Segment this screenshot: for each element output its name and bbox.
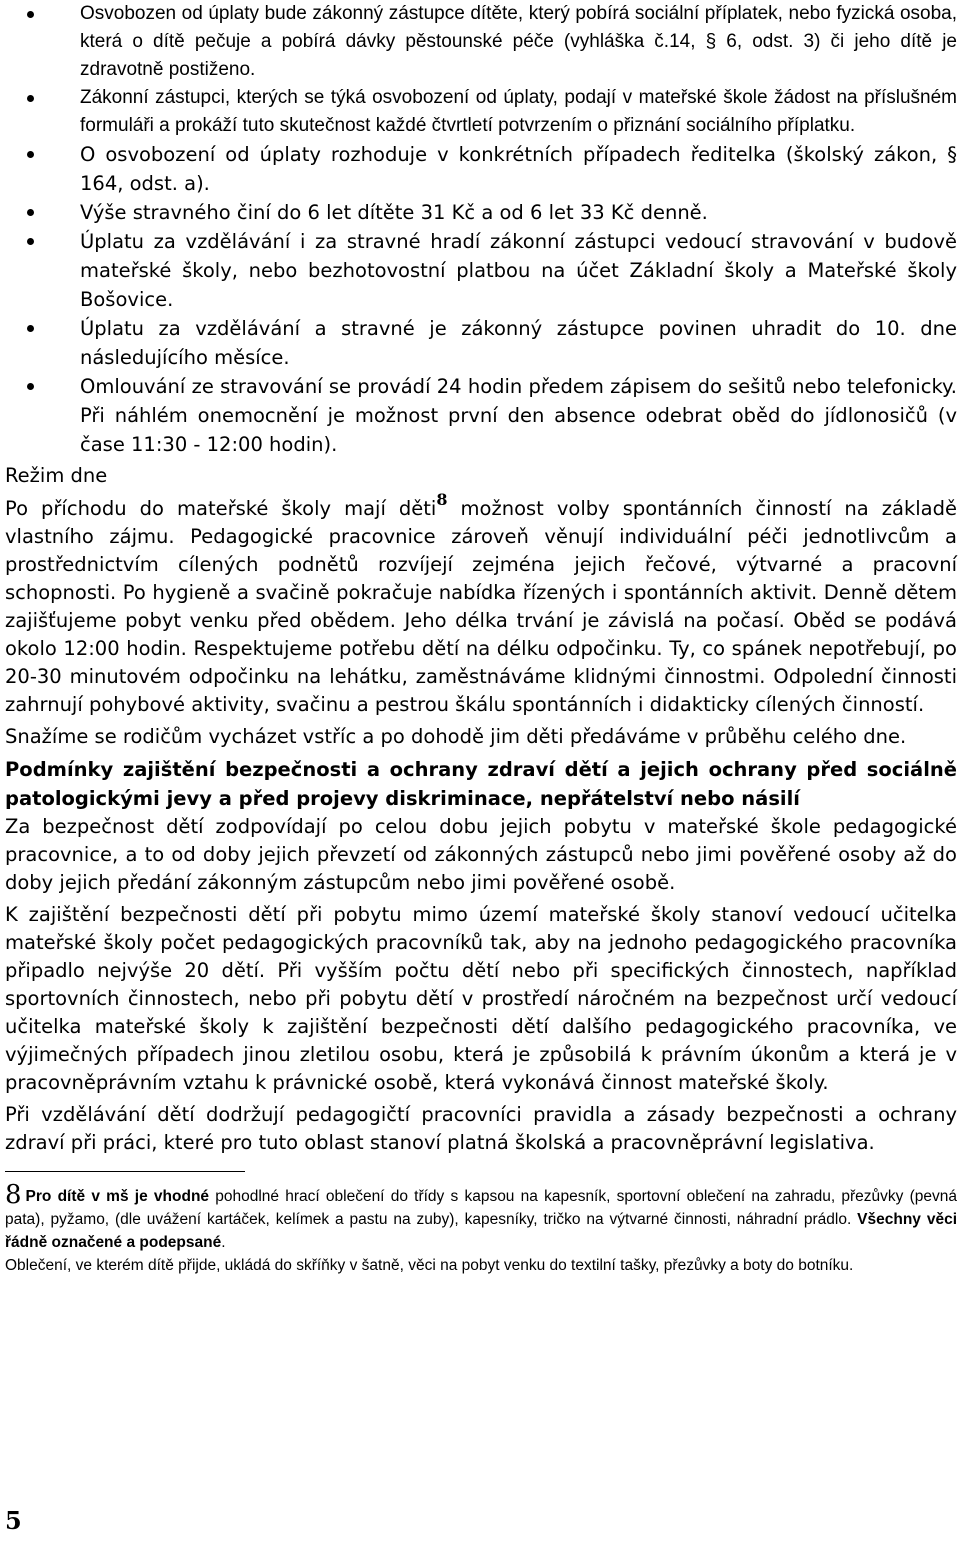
list-item — [5, 227, 957, 314]
list-item — [5, 0, 957, 84]
safety-paragraph-1: Za bezpečnost dětí zodpovídají po celou dobu jejich pobytu v mateřské škole pedagogické pracovnice, a to od doby jejich převzetí od zákonných zástupců nebo jimi pověřené osoby až do doby jejich předání zákonným zástupcům nebo jimi pověřené osobě. — [5, 815, 957, 894]
bullet-dot-icon — [27, 383, 34, 390]
section-heading-daily-routine: Režim dne — [5, 464, 108, 487]
list-item — [5, 84, 957, 140]
footnote — [5, 1180, 957, 1254]
list-item — [5, 314, 957, 372]
section-heading-safety: Podmínky zajištění bezpečnosti a ochrany zdraví dětí a jejich ochrany před sociálně patologickými jevy a před projevy diskriminace, nepřátelství nebo násilí — [5, 758, 957, 810]
list-item-text: Zákonní zástupci, kterých se týká osvobození od úplaty, podají v mateřské škole žádost na příslušném formuláři a prokáží tuto skutečnost každé čtvrtletí potvrzením o přiznání sociálního příplatku. — [80, 87, 957, 136]
daily-routine-paragraph-2: Snažíme se rodičům vycházet vstříc a po dohodě jim děti předáváme v průběhu celého dne. — [5, 725, 907, 748]
safety-paragraph-2: K zajištění bezpečnosti dětí při pobytu mimo území mateřské školy stanoví vedoucí učitelka mateřské školy počet pedagogických pracovníků tak, aby na jednoho pedagogického pracovníka připadlo nejvýše 20 dětí. Při vyšším počtu dětí nebo při specifických činnostech, například sportovních činnostech, nebo při pobytu dětí v prostředí náročném na bezpečnost určí vedoucí učitelka mateřské školy k zajištění bezpečnosti dětí dalšího pedagogického pracovníka, ve výjimečných případech jinou zletilou osobu, která je způsobilá k právním úkonům a která je v pracovněprávním vztahu k právnické osobě, která vykonává činnost mateřské školy. — [5, 903, 957, 1094]
bullet-dot-icon — [27, 238, 34, 245]
footnote-number: 8 — [5, 1180, 22, 1210]
footnote-bold-text: Všechny věci řádně označené a podepsané — [5, 1211, 957, 1251]
list-item — [5, 140, 957, 198]
footnote-separator — [5, 1171, 245, 1172]
bullet-dot-icon — [27, 325, 34, 332]
list-item — [5, 198, 957, 227]
paragraph-text: možnost volby spontánních činností na základě vlastního zájmu. Pedagogické pracovnice zároveň věnují individuální péči jednotlivcům a prostřednictvím cílených podnětů rozvíjejí zejména jejich řečové, výtvarné a pracovní schopnosti. Po hygieně a svačině pokračuje nabídka řízených i spontánních aktivit. Denně dětem zajišťujeme pobyt venku před obědem. Jeho délka trvání je závislá na počasí. Oběd se podává okolo 12:00 hodin. Respektujeme potřebu dětí na délku odpočinku. Ty, co spánek nepotřebují, po 20-30 minutovém odpočinku na lehátku, zaměstnáváme klidnými činnostmi. Odpolední činnosti zahrnují pohybové aktivity, svačinu a pestrou škálu spontánních i didakticky cílených činností. — [5, 497, 957, 716]
list-item — [5, 372, 957, 459]
daily-routine-paragraph — [5, 490, 957, 719]
bullet-dot-icon — [27, 95, 34, 102]
paragraph-text: Po příchodu do mateřské školy mají děti — [5, 497, 437, 520]
footnote-text: . — [221, 1234, 226, 1251]
list-item-text: O osvobození od úplaty rozhoduje v konkrétních případech ředitelka (školský zákon, § 164, odst. a). — [80, 143, 957, 195]
list-item-text: Úplatu za vzdělávání a stravné je zákonný zástupce povinen uhradit do 10. dne následujícího měsíce. — [80, 317, 957, 369]
page-number: 5 — [5, 1506, 22, 1535]
list-item-text: Úplatu za vzdělávání i za stravné hradí zákonní zástupci vedoucí stravování v budově mateřské školy, nebo bezhotovostní platbou na účet Základní školy a Mateřské školy Bošovice. — [80, 230, 957, 311]
footnote-bold-text: Pro dítě v mš je vhodné — [25, 1188, 210, 1205]
list-item-text: Osvobozen od úplaty bude zákonný zástupce dítěte, který pobírá sociální příplatek, nebo fyzická osoba, která o dítě pečuje a pobírá dávky pěstounské péče (vyhláška č.14, § 6, odst. 3) či jeho dítě je zdravotně postiženo. — [80, 3, 957, 80]
document-page — [5, 0, 957, 1277]
footnote-reference[interactable]: 8 — [436, 490, 448, 509]
footnote-text: pohodlné hrací oblečení do třídy s kapsou na kapesník, sportovní oblečení na zahradu, přezůvky (pevná pata), pyžamo, (dle uvážení kartáček, kelímek a pastu na zuby), kapesníky, tričko na výtvarné činnosti, náhradní prádlo. — [5, 1188, 957, 1228]
footnote-continuation: Oblečení, ve kterém dítě přijde, ukládá do skříňky v šatně, věci na pobyt venku do textilní tašky, přezůvky a boty do botníku. — [5, 1257, 854, 1274]
safety-paragraph-3: Při vzdělávání dětí dodržují pedagogičtí pracovníci pravidla a zásady bezpečnosti a ochrany zdraví při práci, které pro tuto oblast stanoví platná školská a pracovněprávní legislativa. — [5, 1103, 957, 1154]
bullet-dot-icon — [27, 209, 34, 216]
bullet-dot-icon — [27, 11, 34, 18]
list-item-text: Omlouvání ze stravování se provádí 24 hodin předem zápisem do sešitů nebo telefonicky. Při náhlém onemocnění je možnost první den absence odebrat oběd do jídlonosičů (v čase 11:30 - 12:00 hodin). — [80, 375, 957, 456]
bullet-dot-icon — [27, 151, 34, 158]
fee-rules-list — [5, 0, 957, 459]
list-item-text: Výše stravného činí do 6 let dítěte 31 Kč a od 6 let 33 Kč denně. — [80, 201, 708, 224]
